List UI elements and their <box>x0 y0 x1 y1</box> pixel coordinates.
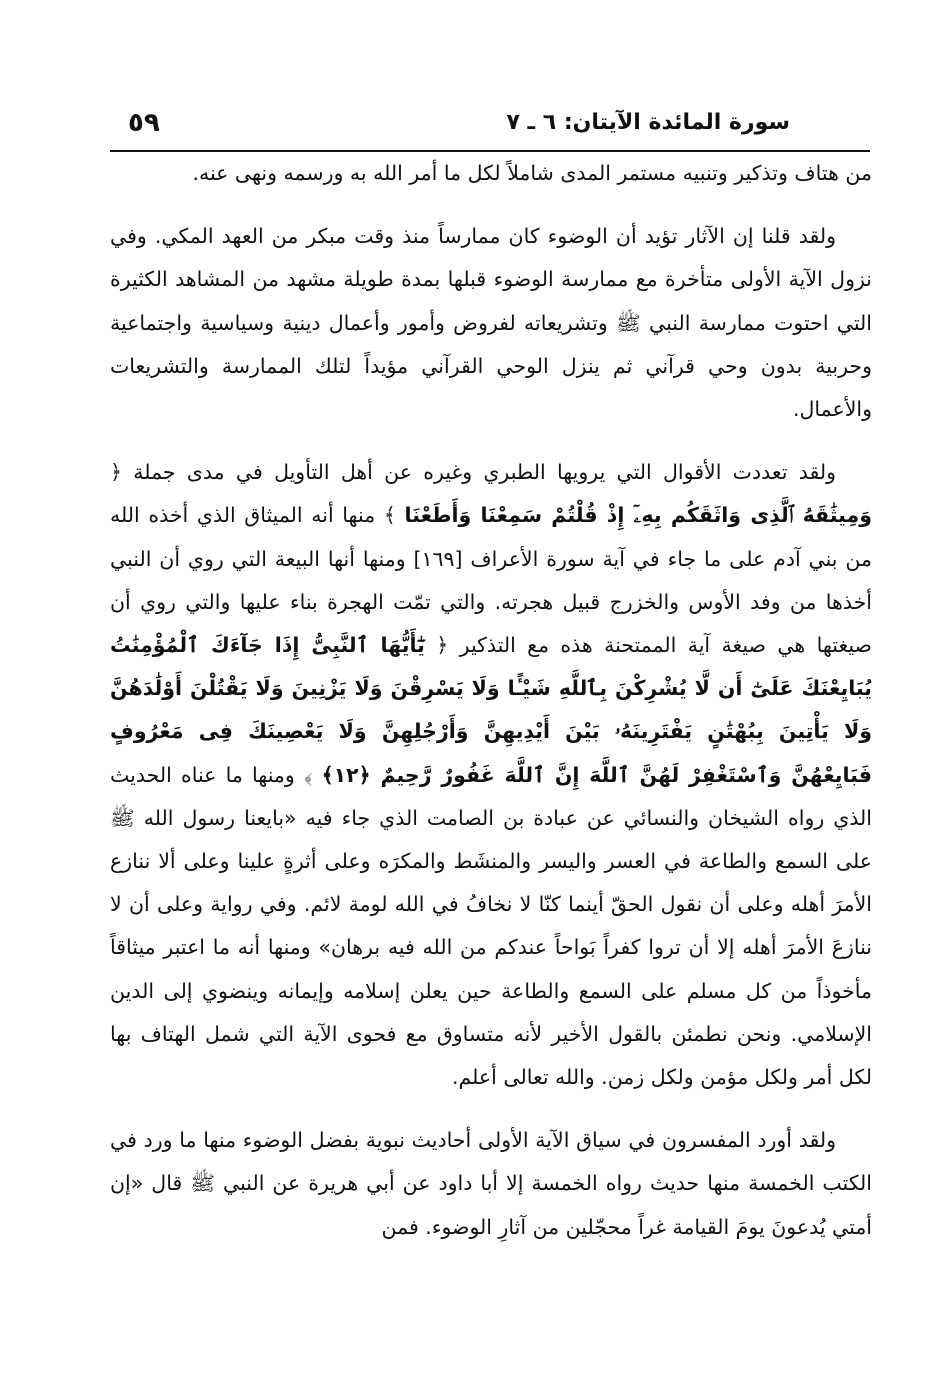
paragraph-3-text-c: ومنها ما عناه الحديث الذي رواه الشيخان والنسائي عن عبادة بن الصامت الذي جاء فيه «بايعنا رسول الله ﷺ على السمع والطاعة في العسر واليسر والمنشَط والمكرَه وعلى أثرةٍ علينا وعلى ألا ننازع الأمرَ أهله وعلى أن نقول الحقّ أينما كنّا لا نخافُ في الله لومة لائم. وفي رواية وعلى أن لا ننازعَ الأمرَ أهله إلا أن تروا كفراً بَواحاً عندكم من الله فيه برهان» ومنها أنه ما اعتبر ميثاقاً مأخوذاً من كل مسلم على السمع والطاعة حين يعلن إسلامه وإيمانه وينضوي إلى الدين الإسلامي. ونحن نطمئن بالقول الأخير لأنه متساوق مع فحوى الآية التي شمل الهتاف بها لكل أمر ولكل مؤمن ولكل زمن. والله تعالى أعلم. <box>110 762 872 1090</box>
header-title: سورة المائدة الآيتان: ٦ ـ ٧ <box>506 110 790 135</box>
paragraph-1: من هتاف وتذكير وتنبيه مستمر المدى شاملاً لكل ما أمر الله به ورسمه ونهى عنه. <box>192 161 872 185</box>
quran-verse-2: يَٰٓأَيُّهَا ٱلنَّبِىُّ إِذَا جَآءَكَ ٱلْمُؤْمِنَٰتُ يُبَايِعْنَكَ عَلَىٰٓ أَن لَّا يُشْرِكْنَ بِٱللَّهِ شَيْـًٔا وَلَا يَسْرِقْنَ وَلَا يَزْنِينَ وَلَا يَقْتُلْنَ أَوْلَٰدَهُنَّ وَلَا يَأْتِينَ بِبُهْتَٰنٍ يَفْتَرِينَهُۥ بَيْنَ أَيْدِيهِنَّ وَأَرْجُلِهِنَّ وَلَا يَعْصِينَكَ فِى مَعْرُوفٍ فَبَايِعْهُنَّ وَٱسْتَغْفِرْ لَهُنَّ ٱللَّهَ إِنَّ ٱللَّهَ غَفُورٌ رَّحِيمٌ ﴿١٢﴾ <box>110 633 872 787</box>
body-text <box>110 152 872 1249</box>
verse-open-bracket: ﴿ <box>110 460 123 485</box>
page-number: ٥٩ <box>128 108 160 138</box>
paragraph-gap <box>110 431 872 451</box>
verse-open-bracket: ﴿ <box>436 633 449 658</box>
paragraph-3-text-a: ولقد تعددت الأقوال التي يرويها الطبري وغيره عن أهل التأويل في مدى جملة <box>133 460 836 485</box>
verse-close-bracket: ﴾ <box>383 503 396 528</box>
paragraph-2: ولقد قلنا إن الآثار تؤيد أن الوضوء كان ممارساً منذ وقت مبكر من العهد المكي. وفي نزول الآية الأولى متأخرة مع ممارسة الوضوء قبلها بمدة طويلة مشهد من المشاهد الكثيرة التي احتوت ممارسة النبي ﷺ وتشريعاته لفروض وأمور وأعمال دينية وسياسية واجتماعية وحربية بدون وحي قرآني ثم ينزل الوحي القرآني مؤيداً لتلك الممارسة والتشريعات والأعمال. <box>110 224 872 422</box>
running-header <box>110 108 870 148</box>
paragraph-3 <box>110 451 872 1099</box>
paragraph-4: ولقد أورد المفسرون في سياق الآية الأولى أحاديث نبوية بفضل الوضوء منها ما ورد في الكتب الخمسة منها حديث رواه الخمسة إلا أبا داود عن أبي هريرة عن النبي ﷺ قال «إن أمتي يُدعونَ يومَ القيامة غراً محجّلين من آثارِ الوضوء. فمن <box>110 1128 872 1239</box>
paragraph-gap <box>110 1099 872 1119</box>
paragraph-3-text-b: منها أنه الميثاق الذي أخذه الله من بني آدم على ما جاء في آية سورة الأعراف [١٦٩] ومنها أنها البيعة التي روي أن النبي أخذها من وفد الأوس والخزرج قبيل هجرته. والتي تمّت الهجرة بناء عليها والتي روي أن صيغتها هي صيغة آية الممتحنة هذه مع التذكير <box>110 503 872 658</box>
verse-close-bracket: ﴾ <box>303 762 313 787</box>
paragraph-gap <box>110 195 872 215</box>
quran-verse-1: وَمِيثَٰقَهُ ٱلَّذِى وَاثَقَكُم بِهِۦٓ إِذْ قُلْتُمْ سَمِعْنَا وَأَطَعْنَا <box>404 503 872 528</box>
